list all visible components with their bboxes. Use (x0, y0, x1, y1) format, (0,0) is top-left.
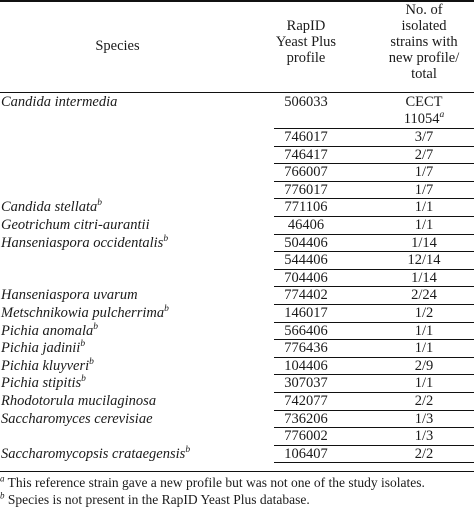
species-name: Pichia jadinii (1, 340, 81, 357)
count-text: 1/2 (414, 304, 434, 321)
species-name: Pichia stipitis (1, 375, 82, 392)
footnote-text: This reference strain gave a new profile but was not one of the study isolates. (4, 475, 425, 490)
species-cell (1, 358, 94, 375)
count-cell (374, 287, 474, 304)
table-row (0, 323, 474, 341)
count-cell (374, 446, 474, 463)
species-cell (1, 305, 169, 322)
count-cell (374, 199, 474, 216)
species-cell (1, 287, 138, 304)
header-count-line: strains with (390, 34, 458, 50)
profile-cell: 736206 (284, 410, 328, 427)
species-cell (1, 411, 153, 428)
count-cell (374, 94, 474, 128)
species-name: Hanseniaspora uvarum (1, 287, 138, 304)
count-text: CECT (405, 94, 443, 110)
count-cell (374, 129, 474, 146)
count-cell (374, 411, 474, 428)
count-text: 3/7 (414, 129, 434, 145)
species-cell (1, 446, 190, 463)
species-name: Pichia anomala (1, 322, 94, 339)
footnote-marker: b (81, 374, 86, 385)
species-name: Pichia kluyveri (1, 357, 90, 374)
species-name: Saccharomycopsis crataegensis (1, 445, 186, 462)
profile-cell: 776436 (284, 340, 328, 357)
header-species (0, 38, 235, 54)
header-profile-line: RapID (286, 18, 326, 34)
count-text: 1/14 (411, 234, 437, 251)
footnote-marker: b (80, 339, 86, 350)
count-cell (374, 182, 474, 199)
species-cell (1, 323, 98, 340)
count-cell (374, 428, 474, 445)
profile-cell: 776017 (284, 181, 328, 198)
count-text: 12/14 (407, 252, 441, 269)
species-name: Candida intermedia (1, 94, 118, 110)
count-text: 1/14 (411, 269, 437, 286)
species-name: Candida stellata (1, 199, 98, 216)
count-text: 1/7 (414, 181, 434, 198)
table-row (0, 428, 474, 446)
profile-cell: 566406 (284, 322, 328, 339)
profile-cell: 771106 (284, 199, 328, 216)
count-text: 2/7 (414, 146, 434, 163)
profile-cell: 146017 (284, 304, 328, 321)
table-row (0, 94, 474, 129)
table-row (0, 164, 474, 182)
count-text: 1/1 (414, 340, 434, 357)
profile-cell: 104406 (284, 357, 328, 374)
footnote-text: Species is not present in the RapID Yeast Plus database. (4, 492, 310, 507)
footnote-mark: a (0, 473, 5, 484)
species-cell (1, 94, 117, 111)
count-cell (374, 270, 474, 287)
count-cell (374, 375, 474, 392)
footnote-marker: b (163, 233, 169, 244)
count-cell (374, 147, 474, 164)
footnote (0, 491, 474, 508)
table-row (0, 393, 474, 411)
count-cell (374, 217, 474, 234)
header-count-line: No. of (405, 2, 443, 18)
profile-cell: 774402 (284, 287, 328, 304)
profile-cell: 544406 (284, 252, 328, 269)
table-body (0, 94, 474, 463)
header-count (374, 2, 474, 82)
footnote-marker: b (89, 356, 94, 367)
table-row (0, 270, 474, 288)
header-profile-line: Yeast Plus (275, 34, 337, 50)
species-cell (1, 340, 85, 357)
species-cell (1, 393, 156, 410)
count-text: 2/2 (414, 445, 434, 462)
table-footnotes (0, 474, 474, 508)
species-name: Metschnikowia pulcherrima (1, 304, 165, 321)
table-row (0, 252, 474, 270)
profile-cell: 46406 (287, 216, 325, 233)
profile-cell: 746017 (284, 129, 328, 145)
count-text: 1/3 (414, 410, 434, 427)
species-cell (1, 235, 168, 252)
count-text-line2 (374, 111, 474, 128)
count-text: 1/1 (414, 216, 434, 233)
profile-cell: 504406 (284, 234, 328, 251)
count-cell (374, 393, 474, 410)
footnote (0, 474, 474, 491)
profile-cell: 506033 (284, 94, 328, 110)
species-cell (1, 199, 102, 216)
count-cell (374, 164, 474, 181)
footnote-marker: a (439, 110, 445, 121)
profile-cell: 746417 (284, 146, 328, 163)
table-bottom-rule (0, 471, 474, 472)
count-cell (374, 252, 474, 269)
profile-cell: 704406 (284, 269, 328, 286)
table-row (0, 446, 474, 464)
header-count-line: total (411, 66, 437, 82)
count-text-second: 11054 (403, 111, 440, 127)
header-count-line: new profile/ (388, 50, 460, 66)
count-text: 1/3 (414, 428, 434, 445)
header-profile (256, 18, 356, 66)
table-row (0, 411, 474, 429)
count-cell (374, 323, 474, 340)
species-name: Hanseniaspora occidentalis (1, 234, 164, 251)
table-row (0, 235, 474, 253)
footnote-marker: b (164, 304, 169, 315)
profile-cell: 106407 (284, 445, 328, 462)
species-cell (1, 217, 150, 234)
footnote-marker: b (93, 321, 98, 332)
profile-cell: 742077 (284, 392, 328, 409)
count-text: 2/24 (411, 287, 437, 304)
table-row (0, 287, 474, 305)
table-row (0, 375, 474, 393)
species-name: Rhodotorula mucilaginosa (1, 392, 157, 409)
profile-cell: 307037 (284, 375, 328, 392)
count-cell (374, 305, 474, 322)
count-cell (374, 358, 474, 375)
count-cell (374, 340, 474, 357)
table-row (0, 217, 474, 235)
count-text: 2/2 (414, 392, 434, 409)
header-profile-line: profile (286, 50, 326, 66)
profile-cell: 776002 (284, 428, 328, 445)
table-row (0, 199, 474, 217)
table-row (0, 182, 474, 200)
species-name: Saccharomyces cerevisiae (1, 410, 153, 427)
table-row (0, 340, 474, 358)
table-row (0, 129, 474, 147)
species-cell (1, 375, 86, 392)
count-text: 2/9 (414, 357, 434, 374)
table-row (0, 358, 474, 376)
footnote-marker: b (97, 198, 103, 209)
footnote-mark: b (0, 490, 5, 501)
species-name: Geotrichum citri-aurantii (1, 216, 150, 233)
profile-cell: 766007 (284, 164, 328, 181)
footnote-marker: b (185, 444, 191, 455)
cell-rule (274, 462, 474, 463)
header-count-line: isolated (401, 18, 447, 34)
header-bottom-rule (0, 92, 474, 93)
header-species-text: Species (95, 38, 140, 54)
table-row (0, 147, 474, 165)
count-cell (374, 235, 474, 252)
count-text: 1/7 (414, 164, 434, 181)
count-text: 1/1 (414, 375, 434, 392)
table-row (0, 305, 474, 323)
count-text: 1/1 (414, 322, 434, 339)
count-text: 1/1 (414, 199, 434, 216)
